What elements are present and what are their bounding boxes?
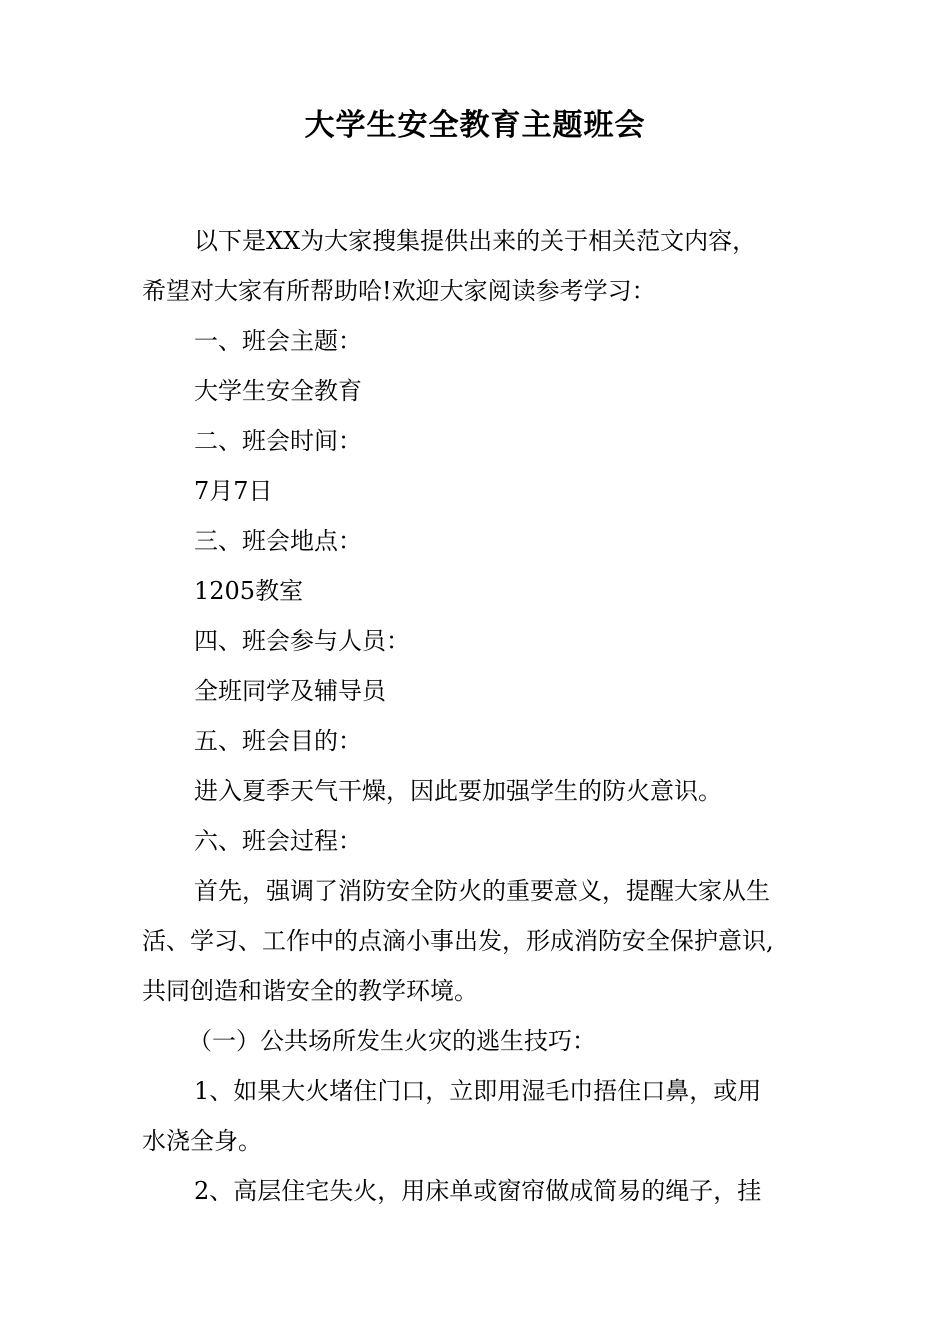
section-5-value: 进入夏季天气干燥，因此要加强学生的防火意识。 <box>194 777 722 805</box>
document-title: 大学生安全教育主题班会 <box>304 108 646 143</box>
section-6-heading: 六、班会过程： <box>194 827 362 855</box>
intro-line-1: 以下是XX为大家搜集提供出来的关于相关范文内容， <box>194 227 757 255</box>
subsection-heading: （一）公共场所发生火灾的逃生技巧： <box>188 1027 596 1055</box>
section-1-value: 大学生安全教育 <box>194 377 362 405</box>
section-2-heading: 二、班会时间： <box>194 427 362 455</box>
tip-1-line-2: 水浇全身。 <box>142 1127 262 1155</box>
section-4-heading: 四、班会参与人员： <box>194 627 410 655</box>
tip-1-line-1: 1、如果大火堵住门口，立即用湿毛巾捂住口鼻，或用 <box>194 1077 762 1105</box>
process-line-2: 活、学习、工作中的点滴小事出发，形成消防安全保护意识, <box>142 927 774 955</box>
intro-line-2: 希望对大家有所帮助哈!欢迎大家阅读参考学习： <box>142 277 656 305</box>
section-2-value: 7月7日 <box>194 477 273 505</box>
section-1-heading: 一、班会主题： <box>194 327 362 355</box>
section-5-heading: 五、班会目的： <box>194 727 362 755</box>
process-line-1: 首先，强调了消防安全防火的重要意义，提醒大家从生 <box>194 877 770 905</box>
section-4-value: 全班同学及辅导员 <box>194 677 386 705</box>
section-3-value: 1205教室 <box>194 577 304 605</box>
section-3-heading: 三、班会地点： <box>194 527 362 555</box>
process-line-3: 共同创造和谐安全的教学环境。 <box>142 977 478 1005</box>
tip-2-line-1: 2、高层住宅失火，用床单或窗帘做成简易的绳子，挂 <box>194 1177 762 1205</box>
